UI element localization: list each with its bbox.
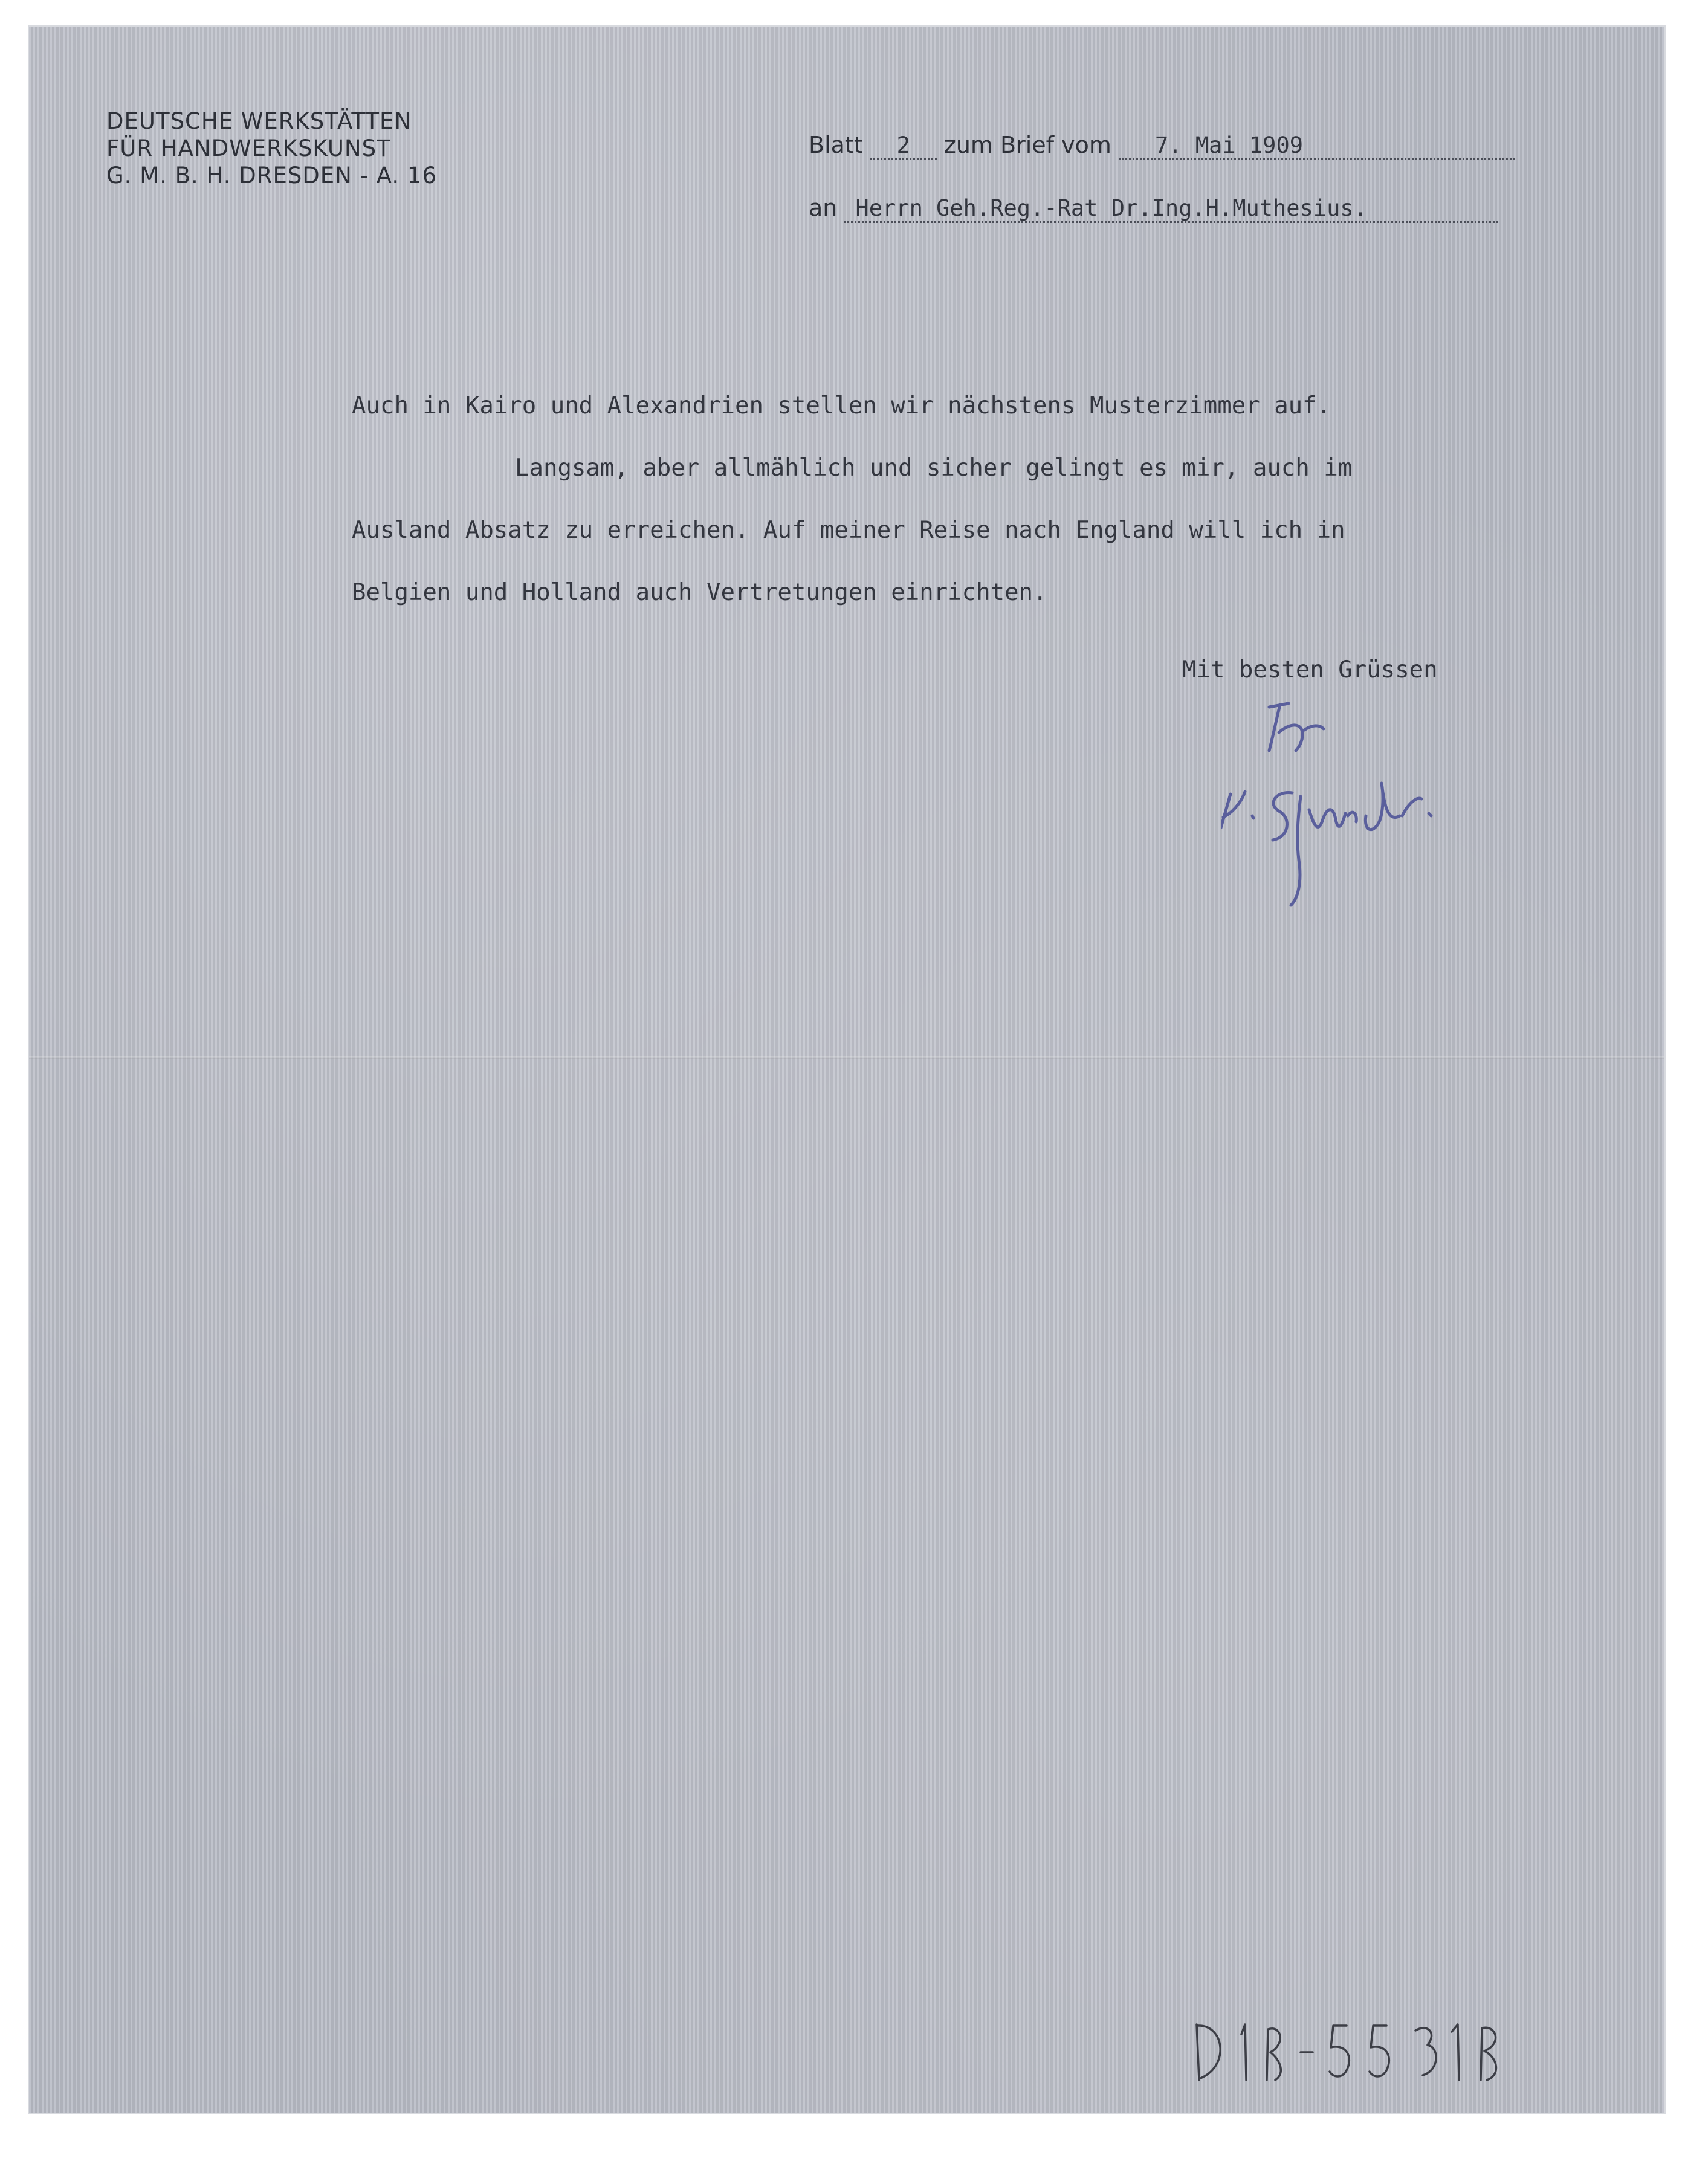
closing-salutation: Mit besten Grüssen: [1182, 656, 1438, 683]
brief-label: zum Brief vom: [943, 132, 1111, 158]
letter-sheet: [29, 27, 1664, 2113]
paper-fold: [29, 1056, 1664, 1059]
sheet-reference-line: [809, 132, 1515, 160]
body-line-4: Belgien und Holland auch Vertretungen einrichten.: [352, 579, 1047, 606]
body-line-2: Langsam, aber allmählich und sicher gelingt es mir, auch im: [515, 454, 1353, 482]
letterhead-line-3: G. M. B. H. DRESDEN - A. 16: [106, 163, 437, 189]
blatt-number: 2: [870, 132, 937, 160]
handwritten-signature: [1221, 695, 1583, 937]
letterhead-line-1: DEUTSCHE WERKSTÄTTEN: [106, 108, 412, 134]
recipient-line: [809, 195, 1498, 223]
an-label: an: [809, 195, 838, 221]
archive-pencil-mark: [1191, 2012, 1517, 2091]
body-line-1: Auch in Kairo und Alexandrien stellen wir nächstens Musterzimmer auf.: [352, 392, 1331, 419]
letterhead: [106, 108, 437, 189]
letter-date: 7. Mai 1909: [1119, 132, 1515, 160]
blatt-label: Blatt: [809, 132, 863, 158]
body-line-3: Ausland Absatz zu erreichen. Auf meiner Reise nach England will ich in: [352, 517, 1345, 544]
recipient-name: Herrn Geh.Reg.-Rat Dr.Ing.H.Muthesius.: [844, 195, 1498, 223]
letter-body: [352, 375, 1518, 624]
letterhead-line-2: FÜR HANDWERKSKUNST: [106, 135, 391, 161]
